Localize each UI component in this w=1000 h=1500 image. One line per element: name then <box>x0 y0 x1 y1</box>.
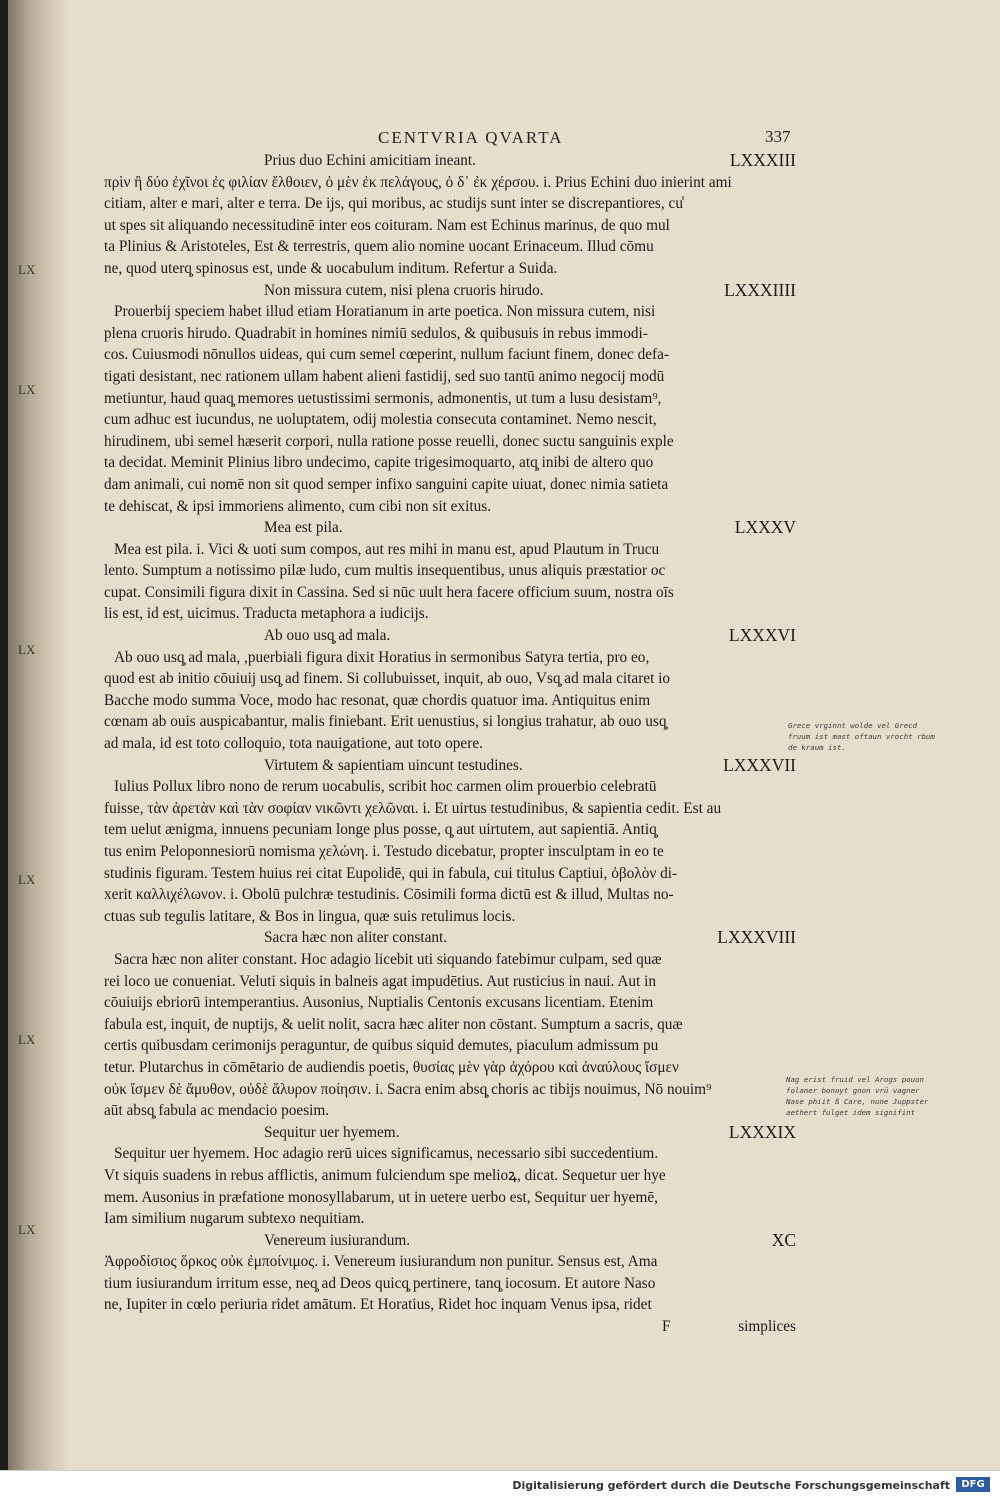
left-margin-fragment: LX <box>18 1032 36 1047</box>
footer-bar <box>0 1470 1000 1500</box>
note-line: de kraum ist. <box>788 743 846 752</box>
funding-credit: Digitalisierung gefördert durch die Deutsche Forschungsgemeinschaft <box>512 1479 950 1492</box>
text-line: fuisse, τὰν ἀρετὰν καὶ τὰν σοφίαν νικῶντι χελῶναι. i. Et uirtus testudinibus, & sapientia cedit. Est au <box>104 799 722 817</box>
text-line: plena cruoris hirudo. Quadrabit in homines nimiū sedulos, & quibusuis in rebus immodi- <box>104 324 648 342</box>
adage-title: Venereum iusiurandum. <box>264 1231 411 1249</box>
text-line: Iulius Pollux libro nono de rerum uocabulis, scribit hoc carmen olim prouerbio celebratū <box>114 778 657 796</box>
adage-number: XC <box>771 1229 796 1250</box>
text-line: ut spes sit aliquando necessitudinē inter eos coituram. Nam est Echinus marinus, de quo mul <box>104 216 670 234</box>
adage-number: LXXXIIII <box>724 279 796 300</box>
left-margin-fragment: LX <box>18 262 36 277</box>
adage-heading <box>104 1230 796 1252</box>
adage-heading <box>104 1122 796 1144</box>
left-margin-fragment: LX <box>18 1222 36 1237</box>
text-line: οὐκ ἴσμεν δὲ ἄμυθον, οὐδὲ ἄλυρον ποίησιν. i. Sacra enim absq̧ choris ac tibijs nouimus, Nō nouim⁹ <box>104 1080 712 1098</box>
note-line: Nag erist fruid vel Arogs pouon <box>786 1075 924 1084</box>
adage-title: Ab ouo usq̧ ad mala. <box>264 627 391 645</box>
dfg-logo: DFG <box>956 1477 990 1492</box>
text-line: Sacra hæc non aliter constant. Hoc adagio licebit uti siquando fatebimur culpam, sed quæ <box>114 950 662 968</box>
text-line: mem. Ausonius in præfatione monosyllabarum, ut in uetere uerbo est, Sequitur uer hyemē, <box>104 1188 658 1206</box>
text-line: lis est, id est, uicimus. Traducta metaphora a iudicijs. <box>104 605 429 623</box>
catchword: simplices <box>738 1318 796 1336</box>
text-line: tigati desistant, nec rationem ullam habent alieni fastidij, sed suo tantū animo negocij modū <box>104 367 665 385</box>
page-number: 337 <box>765 127 791 146</box>
signature-catchword-line <box>104 1316 796 1338</box>
text-line: fabula est, inquit, de nuptijs, & uelit nolit, sacra hæc aliter non cōstant. Sumptum a sacris, quæ <box>104 1015 683 1033</box>
note-line: Nase phiit ß Care, nune Juppster <box>786 1097 929 1106</box>
adage-title: Virtutem & sapientiam uincunt testudines. <box>264 756 523 774</box>
left-margin-fragment: LX <box>18 642 36 657</box>
left-margin-fragment: LX <box>18 872 36 887</box>
text-line: dam animali, cui nomē non sit quod semper infixo sanguini capite uiuat, donec nimia satieta <box>104 475 669 493</box>
text-line: tem uelut ænigma, innuens pecuniam longe plus posse, q̧ aut uirtutem, aut sapientiā. Antiq̧ <box>104 821 657 839</box>
text-line: ta decidat. Meminit Plinius libro undecimo, capite trigesimoquarto, atq̧ inibi de altero quo <box>104 454 654 472</box>
text-line: aūt absq̧ fabula ac mendacio poesim. <box>104 1102 330 1120</box>
text-line: Prouerbij speciem habet illud etiam Horatianum in arte poetica. Non missura cutem, nisi <box>114 303 656 321</box>
handwritten-marginal-note <box>788 720 935 753</box>
text-line: lento. Sumptum a notissimo pilæ ludo, cum multis insequentibus, unus aliquis præstatior oc <box>104 562 666 580</box>
adage-title: Mea est pila. <box>264 519 343 537</box>
adage-heading <box>104 517 796 539</box>
text-line: tetur. Plutarchus in cōmētario de audiendis poetis, θυσίας μὲν γὰρ ἀχόρου καὶ ἀναύλους ἴσμεν <box>104 1058 679 1076</box>
text-line: ad mala, id est toto colloquio, tota nauigatione, aut toto opere. <box>104 735 483 753</box>
note-line: aethert fulget idem signifint <box>786 1108 916 1117</box>
left-margin-fragment: LX <box>18 382 36 397</box>
text-line: te dehiscat, & ipsi immoriens alimento, cum cibi non sit exitus. <box>104 497 492 515</box>
adage-number: LXXXIII <box>729 150 796 170</box>
note-line: fruum ist mast oftaun vrocht rbum <box>788 732 935 741</box>
adage-heading <box>104 625 796 647</box>
text-line: ne, Iupiter in cœlo periuria ridet amātum. Et Horatius, Ridet hoc inquam Venus ipsa, ridet <box>104 1296 652 1314</box>
book-page <box>8 0 1000 1470</box>
text-line: ne, quod uterq̧ spinosus est, unde & uocabulum inditum. Refertur a Suida. <box>104 259 558 277</box>
adage-heading <box>104 927 796 949</box>
text-line: rei loco ue conueniat. Veluti siquis in balneis agat impudētius. Aut rusticius in naui. Aut in <box>104 972 657 990</box>
note-line: Grece vrginnt wolde vel Grecd <box>788 721 918 730</box>
adage-number: LXXXIX <box>728 1121 796 1142</box>
text-line: ctuas sub tegulis latitare, & Bos in lingua, quæ suis retulimus locis. <box>104 907 516 925</box>
main-text-block <box>104 150 796 1338</box>
text-line: cum adhuc est iucundus, ne uoluptatem, odij molestia consecuta contaminet. Nemo nescit, <box>104 411 657 429</box>
adage-number: LXXXVII <box>723 754 796 775</box>
adage-number: LXXXV <box>734 517 796 538</box>
note-line: folaner bonuyt gnon vrū vagner <box>786 1086 920 1095</box>
text-line: Sequitur uer hyemem. Hoc adagio rerū uices significamus, necessario sibi succedentium. <box>114 1145 659 1163</box>
adage-heading <box>104 280 796 302</box>
text-line: Ἀφροδίσιος ὅρκος οὐκ ἐμποίνιμος. i. Venereum iusiurandum non punitur. Sensus est, Ama <box>104 1253 658 1271</box>
text-line: Bacche modo summa Voce, modo hac resonat, quæ chordis quatuor ima. Antiquitus enim <box>104 691 651 709</box>
text-line: cupat. Consimili figura dixit in Cassina. Sed si nūc uult hera facere officium suum, nostra oīs <box>104 583 674 601</box>
adage-title: Prius duo Echini amicitiam ineant. <box>264 152 476 169</box>
text-line: Vt siquis suadens in rebus afflictis, animum fulciendum spe melioꝝ, dicat. Sequetur uer hye <box>104 1166 666 1184</box>
adage-title: Sequitur uer hyemem. <box>264 1123 400 1141</box>
text-line: xerit καλλιχέλωνον. i. Obolū pulchræ testudinis. Cōsimili forma dictū est & illud, Multas no- <box>104 886 674 904</box>
adage-heading <box>104 150 796 172</box>
text-line: metiuntur, haud quaq̧ memores uetustissimi sermonis, admonentis, ut tum a lusu desistam⁹, <box>104 389 662 407</box>
text-line: hirudinem, ubi semel hæserit corpori, nulla ratione posse reuelli, donec suctu sanguinis exple <box>104 432 674 450</box>
page-gutter <box>8 0 70 1470</box>
adage-title: Sacra hæc non aliter constant. <box>264 929 448 947</box>
text-line: quod est ab initio cōuiuij usq̧ ad finem. Si collubuisset, inquit, ab ouo, Vsq̧ ad mala citaret io <box>104 670 671 688</box>
adage-number: LXXXVIII <box>717 927 796 948</box>
signature-mark: F <box>662 1318 671 1336</box>
adage-number: LXXXVI <box>728 625 796 646</box>
text-line: πρὶν ἢ δύο ἐχῖνοι ἐς φιλίαν ἔλθοιεν, ὁ μὲν ἐκ πελάγους, ὁ δ᾽ ἐκ χέρσου. i. Prius Echini duo inierint ami <box>104 173 732 191</box>
running-head: CENTVRIA QVARTA <box>378 128 564 147</box>
text-line: tium iusiurandum irritum esse, neq̧ ad Deos quicq̧ pertinere, tanq̧ iocosum. Et autore Naso <box>104 1274 656 1292</box>
adage-title: Non missura cutem, nisi plena cruoris hirudo. <box>264 281 544 299</box>
text-line: cōuiuijs ebriorū intemperantius. Ausonius, Nuptialis Centonis excusans licentiam. Etenim <box>104 994 654 1012</box>
text-line: Iam similium nugarum subtexo nequitiam. <box>104 1210 365 1228</box>
handwritten-marginal-note <box>786 1074 928 1118</box>
scan-left-edge <box>0 0 8 1470</box>
adage-heading <box>104 755 796 777</box>
text-line: Ab ouo usq̧ ad mala, ,puerbiali figura dixit Horatius in sermonibus Satyra tertia, pro eo, <box>114 648 650 666</box>
text-line: cœnam ab ouis auspicabantur, malis finiebant. Erit uenustius, si longius trahatur, ab ouo usq̧ <box>104 713 667 731</box>
text-line: Mea est pila. i. Vici & uoti sum compos, aut res mihi in manu est, apud Plautum in Trucu <box>114 540 660 558</box>
text-line: cos. Cuiusmodi nōnullos uideas, qui cum semel cœperint, nullum faciunt finem, donec defa- <box>104 346 670 364</box>
text-line: ta Plinius & Aristoteles, Est & terrestris, quem alio nomine uocant Erinaceum. Illud cōmu <box>104 238 654 256</box>
text-line: studinis figuram. Testem huius rei citat Eupolidē, qui in fabula, cui titulus Captiui, ὀβολὸν di- <box>104 864 678 882</box>
text-line: certis quibusdam cerimonijs peraguntur, de quibus siquid demutes, piaculum admissum pu <box>104 1037 659 1055</box>
text-line: tus enim Peloponnesiorū nomisma χελώνη. i. Testudo dicebatur, propter insculptam in eo te <box>104 843 664 860</box>
text-line: citiam, alter e mari, alter e terra. De ijs, qui moribus, ac studijs sunt inter se discrepantiores, cu̾ <box>104 195 683 213</box>
